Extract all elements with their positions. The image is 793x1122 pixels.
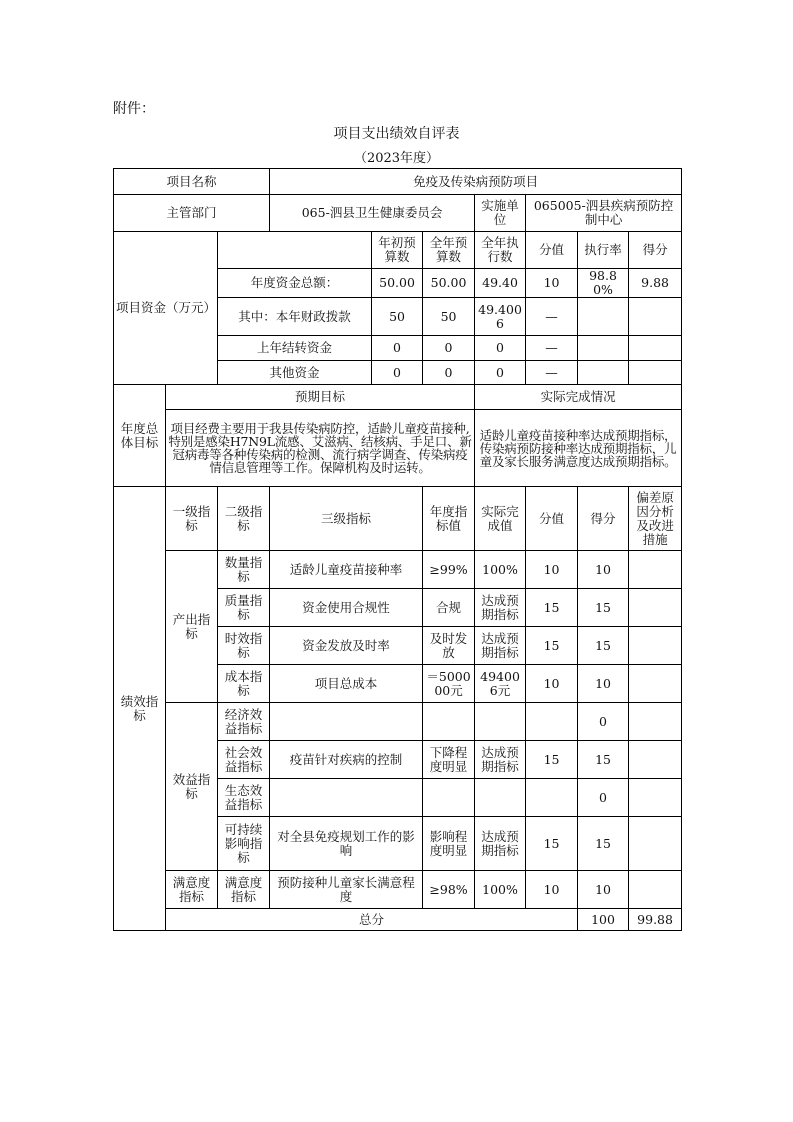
perf-header: 一级指标 <box>166 487 218 551</box>
score: 10 <box>578 871 629 909</box>
funds-cell: 0 <box>372 361 423 385</box>
funds-header-blank <box>218 232 372 269</box>
funds-cell <box>629 361 682 385</box>
level3-indicator: 预防接种儿童家长满意程度 <box>270 871 423 909</box>
level3-indicator: 适龄儿童疫苗接种率 <box>270 551 423 589</box>
score: 10 <box>578 551 629 589</box>
funds-cell: — <box>526 336 578 361</box>
funds-row-label: 上年结转资金 <box>218 336 372 361</box>
perf-header: 偏差原因分析及改进措施 <box>629 487 682 551</box>
level3-indicator: 资金使用合规性 <box>270 589 423 627</box>
expected-goal-header: 预期目标 <box>166 385 475 410</box>
score-value: 15 <box>526 589 578 627</box>
funds-row-label: 其他资金 <box>218 361 372 385</box>
perf-header: 二级指标 <box>218 487 270 551</box>
score-value: 10 <box>526 871 578 909</box>
level2-indicator: 满意度指标 <box>218 871 270 909</box>
funds-cell: 0 <box>372 336 423 361</box>
project-name-value: 免疫及传染病预防项目 <box>270 169 682 195</box>
funds-cell <box>578 298 629 336</box>
perf-header: 三级指标 <box>270 487 423 551</box>
total-score-value: 100 <box>578 909 629 931</box>
funds-cell <box>629 336 682 361</box>
perf-header: 得分 <box>578 487 629 551</box>
dept-label: 主管部门 <box>114 195 270 232</box>
funds-cell: — <box>526 361 578 385</box>
satisfaction-indicator-label: 满意度指标 <box>166 871 218 909</box>
target-value: 影响程度明显 <box>423 817 475 871</box>
level2-indicator: 经济效益指标 <box>218 703 270 741</box>
actual-value: 494006元 <box>475 665 526 703</box>
funds-cell <box>578 336 629 361</box>
funds-header: 分值 <box>526 232 578 269</box>
funds-cell: 50.00 <box>423 269 475 298</box>
score: 0 <box>578 703 629 741</box>
deviation <box>629 551 682 589</box>
indicator-row <box>114 703 682 741</box>
project-name-label: 项目名称 <box>114 169 270 195</box>
funds-cell: 98.80% <box>578 269 629 298</box>
score-value: 15 <box>526 627 578 665</box>
impl-unit-value: 065005-泗县疾病预防控制中心 <box>526 195 682 232</box>
level2-indicator: 质量指标 <box>218 589 270 627</box>
deviation <box>629 871 682 909</box>
actual-result-header: 实际完成情况 <box>475 385 682 410</box>
impl-unit-label: 实施单位 <box>475 195 526 232</box>
score-value <box>526 779 578 817</box>
target-value <box>423 779 475 817</box>
level2-indicator: 生态效益指标 <box>218 779 270 817</box>
form-title: 项目支出绩效自评表 <box>333 126 460 142</box>
level3-indicator <box>270 779 423 817</box>
funds-cell: 49.4006 <box>475 298 526 336</box>
output-indicator-label: 产出指标 <box>166 551 218 703</box>
actual-value <box>475 779 526 817</box>
actual-value: 达成预期指标 <box>475 589 526 627</box>
expected-goal-text: 项目经费主要用于我县传染病防控，适龄儿童疫苗接种,特别是感染H7N9L流感、艾滋病、结核病、手足口、新冠病毒等各种传染病的检测、流行病学调查、传染病疫情信息管理等工作。保障机构及时运转。 <box>166 410 475 487</box>
target-value: 合规 <box>423 589 475 627</box>
funds-cell: 50 <box>423 298 475 336</box>
funds-cell: 50.00 <box>372 269 423 298</box>
deviation <box>629 589 682 627</box>
total-row <box>114 909 682 931</box>
deviation <box>629 779 682 817</box>
level3-indicator: 疫苗针对疾病的控制 <box>270 741 423 779</box>
actual-value: 达成预期指标 <box>475 817 526 871</box>
target-value: ＝500000元 <box>423 665 475 703</box>
dept-value: 065-泗县卫生健康委员会 <box>270 195 475 232</box>
score: 15 <box>578 589 629 627</box>
score-value: 10 <box>526 665 578 703</box>
perf-header: 实际完成值 <box>475 487 526 551</box>
funds-header: 全年执行数 <box>475 232 526 269</box>
perf-header: 年度指标值 <box>423 487 475 551</box>
level3-indicator: 项目总成本 <box>270 665 423 703</box>
actual-value: 达成预期指标 <box>475 741 526 779</box>
target-value: 下降程度明显 <box>423 741 475 779</box>
funds-row-label: 年度资金总额： <box>218 269 372 298</box>
deviation <box>629 703 682 741</box>
attachment-label: 附件： <box>113 101 155 117</box>
score: 15 <box>578 627 629 665</box>
score-value: 15 <box>526 741 578 779</box>
actual-value: 100% <box>475 871 526 909</box>
funds-cell: 0 <box>475 336 526 361</box>
funds-header: 年初预算数 <box>372 232 423 269</box>
performance-label: 绩效指标 <box>114 487 166 931</box>
deviation <box>629 817 682 871</box>
indicator-row <box>114 871 682 909</box>
target-value: ≥99% <box>423 551 475 589</box>
target-value <box>423 703 475 741</box>
deviation <box>629 665 682 703</box>
level2-indicator: 社会效益指标 <box>218 741 270 779</box>
actual-result-text: 适龄儿童疫苗接种率达成预期指标，传染病预防接种率达成预期指标，儿童及家长服务满意度达成预期指标。 <box>475 410 682 487</box>
score: 15 <box>578 817 629 871</box>
level2-indicator: 数量指标 <box>218 551 270 589</box>
funds-cell <box>629 298 682 336</box>
funds-cell: 9.88 <box>629 269 682 298</box>
target-value: ≥98% <box>423 871 475 909</box>
score: 15 <box>578 741 629 779</box>
funds-cell: 0 <box>475 361 526 385</box>
perf-header: 分值 <box>526 487 578 551</box>
funds-cell: 0 <box>423 336 475 361</box>
funds-cell: 10 <box>526 269 578 298</box>
goals-label: 年度总体目标 <box>114 385 166 487</box>
funds-cell: 0 <box>423 361 475 385</box>
actual-value: 100% <box>475 551 526 589</box>
level2-indicator: 成本指标 <box>218 665 270 703</box>
target-value: 及时发放 <box>423 627 475 665</box>
funds-cell <box>578 361 629 385</box>
score: 10 <box>578 665 629 703</box>
actual-value: 达成预期指标 <box>475 627 526 665</box>
funds-label: 项目资金（万元） <box>114 232 218 385</box>
score-value: 10 <box>526 551 578 589</box>
funds-cell: 49.40 <box>475 269 526 298</box>
level3-indicator <box>270 703 423 741</box>
funds-cell: — <box>526 298 578 336</box>
total-score: 99.88 <box>629 909 682 931</box>
score-value: 15 <box>526 817 578 871</box>
funds-row-label: 其中：本年财政拨款 <box>218 298 372 336</box>
score: 0 <box>578 779 629 817</box>
funds-header: 执行率 <box>578 232 629 269</box>
deviation <box>629 627 682 665</box>
total-label: 总分 <box>166 909 578 931</box>
indicator-row <box>114 551 682 589</box>
benefit-indicator-label: 效益指标 <box>166 703 218 871</box>
form-year: （2023年度） <box>353 151 440 166</box>
score-value <box>526 703 578 741</box>
funds-header: 得分 <box>629 232 682 269</box>
actual-value <box>475 703 526 741</box>
deviation <box>629 741 682 779</box>
funds-header: 全年预算数 <box>423 232 475 269</box>
funds-cell: 50 <box>372 298 423 336</box>
level2-indicator: 可持续影响指标 <box>218 817 270 871</box>
level3-indicator: 资金发放及时率 <box>270 627 423 665</box>
level2-indicator: 时效指标 <box>218 627 270 665</box>
performance-evaluation-table <box>113 168 682 931</box>
level3-indicator: 对全县免疫规划工作的影响 <box>270 817 423 871</box>
